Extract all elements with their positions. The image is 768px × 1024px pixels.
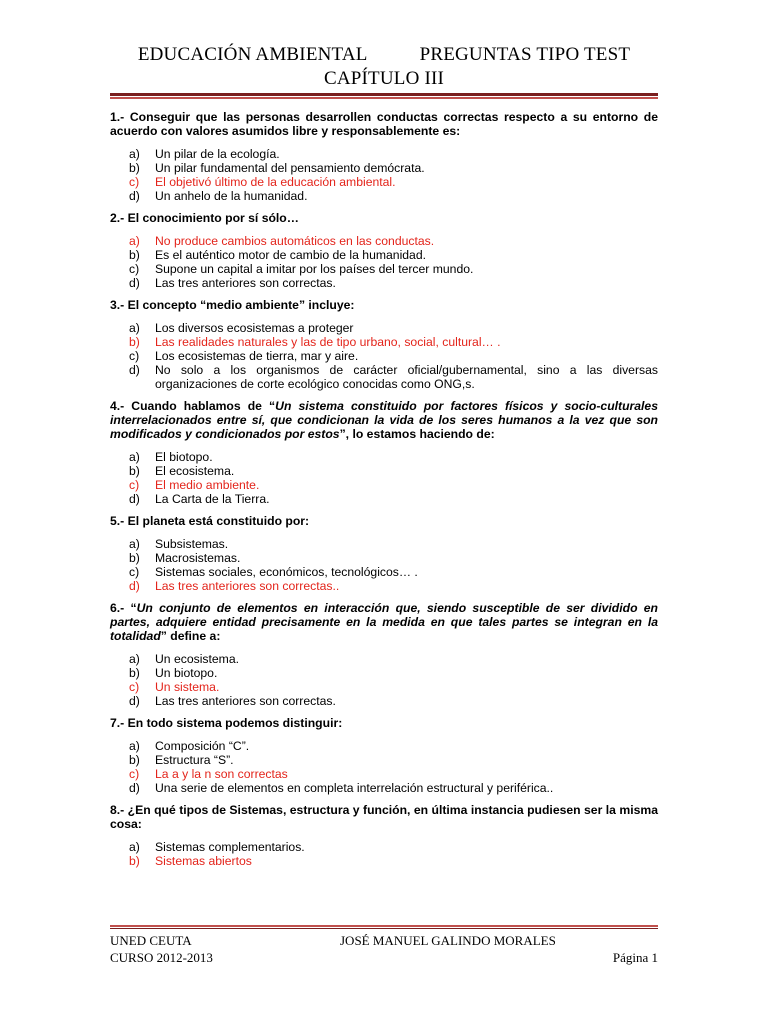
option-c-correct: c) La a y la n son correctas xyxy=(129,767,288,781)
option-b: b) Estructura “S”. xyxy=(129,753,234,767)
option-d: d) Una serie de elementos en completa interrelación estructural y periférica.. xyxy=(129,781,554,795)
question-text: 6.- “Un conjunto de elementos en interacción que, siendo susceptible de ser dividido en partes, adquiere entidad precisamente en la medida en que tales partes se integran en la totalidad” define a: xyxy=(110,601,658,643)
title-type: PREGUNTAS TIPO TEST xyxy=(419,44,631,65)
option-b-correct: b) Sistemas abiertos xyxy=(129,854,252,868)
header-rule-dark xyxy=(110,93,658,96)
option-d: d) No solo a los organismos de carácter oficial/gubernamental, sino a las diversas organizaciones de corte ecológico conocidas como ONG,s. xyxy=(129,363,658,391)
question-text: 7.- En todo sistema podemos distinguir: xyxy=(110,716,343,730)
options xyxy=(110,147,658,203)
chapter-title: CAPÍTULO III xyxy=(323,68,445,89)
option-d: d) La Carta de la Tierra. xyxy=(129,492,270,506)
option-b-correct: b) Las realidades naturales y las de tipo urbano, social, cultural… . xyxy=(129,335,501,349)
option-a: a) Subsistemas. xyxy=(129,537,229,551)
title-subject: EDUCACIÓN AMBIENTAL xyxy=(137,44,368,65)
option-a: a) El biotopo. xyxy=(129,450,213,464)
question-2 xyxy=(110,211,658,290)
question-text: 1.- Conseguir que las personas desarrollen conductas correctas respecto a su entorno de acuerdo con valores asumidos libre y responsablemente es: xyxy=(110,110,658,138)
question-1 xyxy=(110,110,658,203)
question-5 xyxy=(110,514,658,593)
options xyxy=(110,739,658,795)
question-text: 3.- El concepto “medio ambiente” incluye: xyxy=(110,298,355,312)
option-b: b) Es el auténtico motor de cambio de la humanidad. xyxy=(129,248,426,262)
option-a: a) Sistemas complementarios. xyxy=(129,840,305,854)
question-text: 5.- El planeta está constituido por: xyxy=(110,514,310,528)
question-text: 4.- Cuando hablamos de “Un sistema constituido por factores físicos y socio-culturales interrelacionados entre sí, que condicionan la vida de los seres humanos a la vez que son modificados y condicionados por estos”, lo estamos haciendo de: xyxy=(110,399,658,441)
option-c: c) Los ecosistemas de tierra, mar y aire. xyxy=(129,349,359,363)
footer-institution: UNED CEUTA xyxy=(110,933,192,948)
option-a: a) Los diversos ecosistemas a proteger xyxy=(129,321,354,335)
option-c-correct: c) El objetivó último de la educación ambiental. xyxy=(129,175,396,189)
option-d: d) Las tres anteriores son correctas. xyxy=(129,276,336,290)
option-c-correct: c) El medio ambiente. xyxy=(129,478,260,492)
option-c: c) Sistemas sociales, económicos, tecnológicos… . xyxy=(129,565,418,579)
option-a-correct: a) No produce cambios automáticos en las conductas. xyxy=(129,234,435,248)
question-list xyxy=(110,110,658,876)
document-title xyxy=(0,44,768,66)
header-rule-light xyxy=(110,97,658,99)
options xyxy=(110,840,658,868)
option-a: a) Composición “C”. xyxy=(129,739,250,753)
question-text: 8.- ¿En qué tipos de Sistemas, estructura y función, en última instancia pudiesen ser la misma cosa: xyxy=(110,803,658,831)
question-8 xyxy=(110,803,658,868)
option-c: c) Supone un capital a imitar por los países del tercer mundo. xyxy=(129,262,474,276)
footer-course: CURSO 2012-2013 xyxy=(110,950,213,965)
quoted-definition: Un conjunto de elementos en interacción que, siendo susceptible de ser dividido en partes, adquiere entidad precisamente en la medida en que tales partes se integran en la totalidad xyxy=(110,601,658,643)
question-6 xyxy=(110,601,658,708)
footer-rule-dark xyxy=(110,928,658,929)
question-text: 2.- El conocimiento por sí sólo… xyxy=(110,211,299,225)
option-d-correct: d) Las tres anteriores son correctas.. xyxy=(129,579,340,593)
options xyxy=(110,450,658,506)
options xyxy=(110,234,658,290)
options xyxy=(110,537,658,593)
option-a: a) Un pilar de la ecología. xyxy=(129,147,280,161)
option-a: a) Un ecosistema. xyxy=(129,652,239,666)
option-b: b) Un biotopo. xyxy=(129,666,218,680)
option-b: b) El ecosistema. xyxy=(129,464,235,478)
options xyxy=(110,652,658,708)
option-d: d) Las tres anteriores son correctas. xyxy=(129,694,336,708)
question-4 xyxy=(110,399,658,506)
quoted-definition: Un sistema constituido por factores físicos y socio-culturales interrelacionados entre sí, que condicionan la vida de los seres humanos a la vez que son modificados y condicionados por estos xyxy=(110,399,658,441)
question-7 xyxy=(110,716,658,795)
option-d: d) Un anhelo de la humanidad. xyxy=(129,189,308,203)
option-c-correct: c) Un sistema. xyxy=(129,680,220,694)
option-b: b) Un pilar fundamental del pensamiento demócrata. xyxy=(129,161,425,175)
footer-author: JOSÉ MANUEL GALINDO MORALES xyxy=(340,933,556,948)
question-3 xyxy=(110,298,658,391)
options xyxy=(110,321,658,391)
footer-page-number: Página 1 xyxy=(612,950,658,965)
option-b: b) Macrosistemas. xyxy=(129,551,241,565)
footer-rule-light xyxy=(110,925,658,927)
